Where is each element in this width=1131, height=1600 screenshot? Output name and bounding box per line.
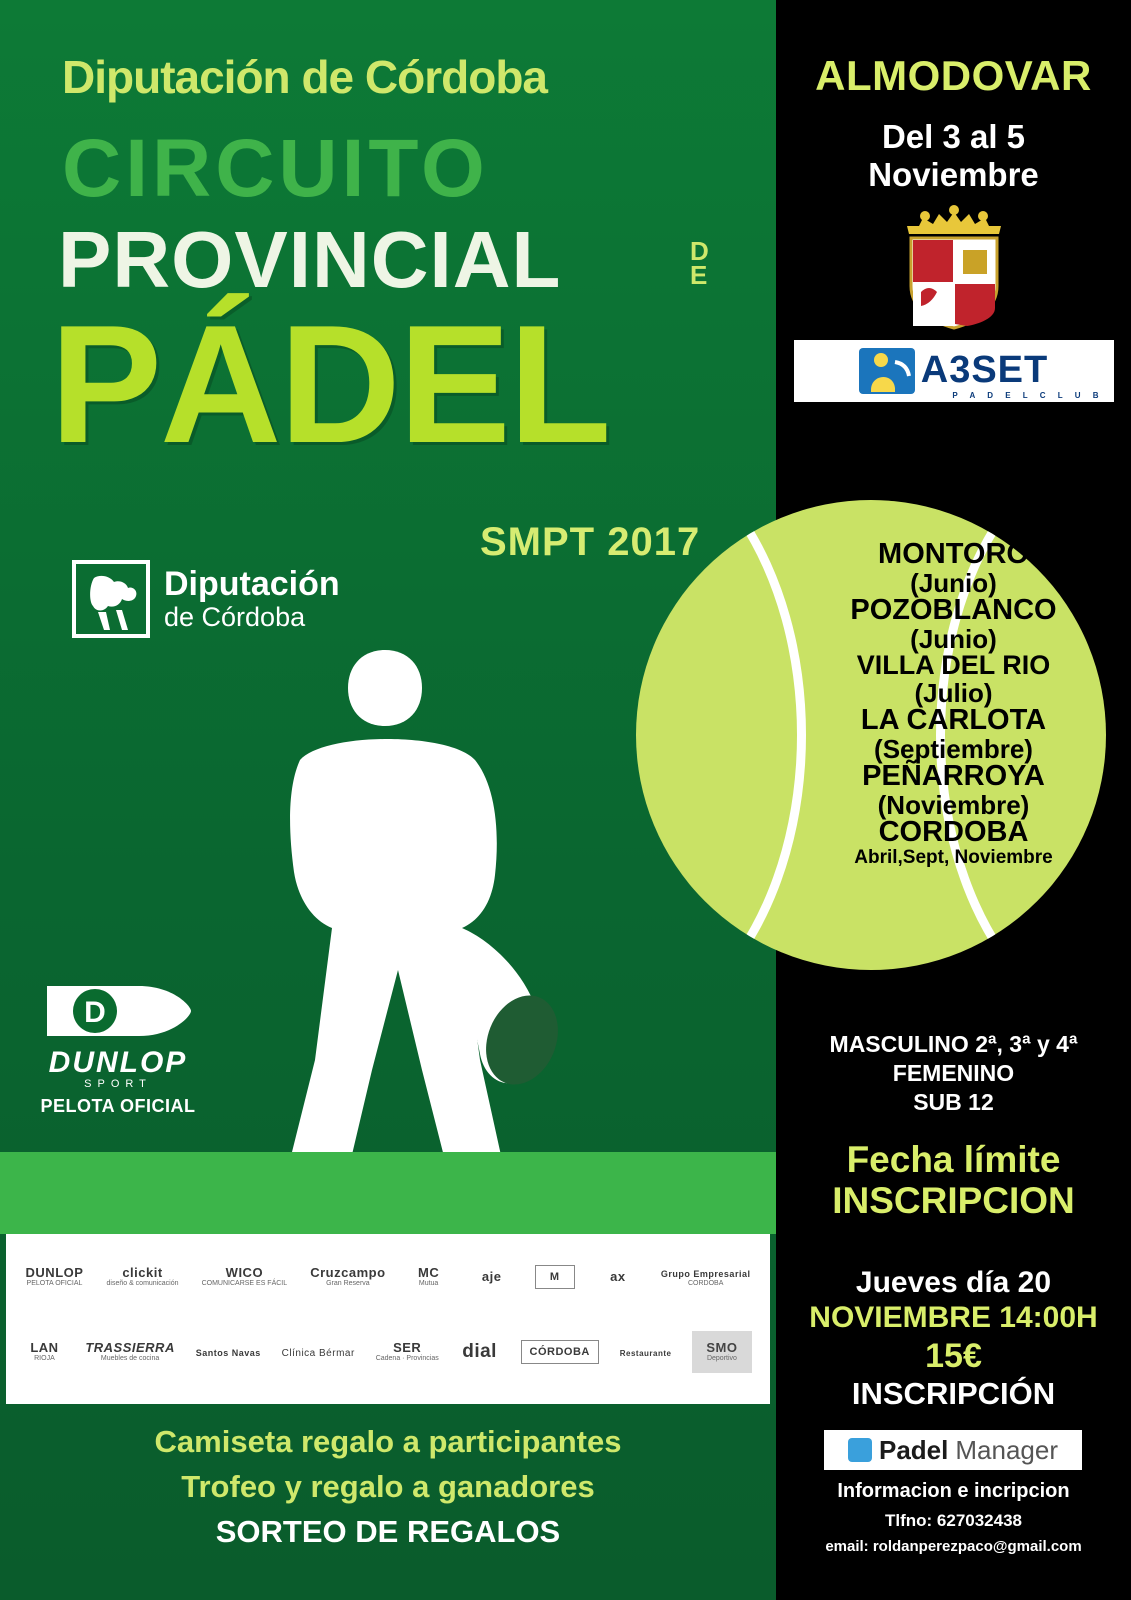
padelmanager-name-1: Padel — [879, 1434, 949, 1465]
title-padel: PÁDEL — [50, 290, 610, 478]
venue-city: LA CARLOTA — [860, 704, 1047, 737]
deadline-details — [776, 1265, 1131, 1412]
sponsor-strip — [6, 1234, 770, 1404]
diputacion-logo-line2: de Córdoba — [164, 601, 306, 632]
padel-player-silhouette — [150, 640, 620, 1200]
event-dates-line1: Del 3 al 5 — [881, 118, 1026, 155]
location-title: ALMODOVAR — [815, 52, 1092, 99]
asset-padelclub-logo — [794, 340, 1114, 402]
venue-month: (Septiembre) — [874, 733, 1033, 764]
event-dates — [776, 118, 1131, 194]
venue-list — [776, 540, 1131, 867]
sponsor-row-1 — [14, 1265, 762, 1289]
sponsor-logo: SMO Deportivo — [692, 1331, 751, 1373]
venue-month: (Junio) — [910, 567, 997, 598]
sponsor-logo: Clínica Bérmar — [281, 1347, 355, 1359]
diputacion-logo — [72, 560, 340, 638]
contact-phone: Tlfno: 627032438 — [884, 1511, 1022, 1530]
price-label: INSCRIPCIÓN — [851, 1375, 1056, 1411]
venue-month: Abril,Sept, Noviembre — [854, 847, 1053, 868]
right-column — [776, 0, 1131, 1600]
sponsor-logo: M — [535, 1265, 575, 1289]
price-value: 15€ — [925, 1336, 982, 1375]
diputacion-logo-line1: Diputación — [164, 564, 340, 603]
crest-icon — [889, 204, 1019, 334]
sponsor-logo: Restaurante — [619, 1348, 672, 1358]
promo-line-1: Camiseta regalo a participantes — [154, 1424, 622, 1459]
sponsor-logo: DUNLOP PELOTA OFICIAL — [25, 1265, 84, 1288]
sponsor-logo: aje — [481, 1268, 502, 1284]
category-item: SUB 12 — [913, 1088, 994, 1115]
sponsor-logo: MC Mutua — [418, 1265, 440, 1288]
sponsor-logo: TRASSIERRA Muebles de cocina — [85, 1340, 175, 1363]
deadline-day: Jueves día 20 — [855, 1266, 1052, 1299]
title-de-e: E — [690, 259, 708, 290]
asset-player-glyph — [859, 348, 915, 394]
promo-line-2: Trofeo y regalo a ganadores — [181, 1468, 595, 1504]
padelmanager-logo — [824, 1430, 1082, 1470]
sponsor-logo: Grupo Empresarial CORDOBA — [660, 1269, 751, 1288]
sponsor-logo: clickit diseño & comunicación — [106, 1265, 179, 1288]
deadline-line1: Fecha límite — [846, 1139, 1061, 1180]
dunlop-name: DUNLOP — [48, 1046, 188, 1079]
sponsor-row-2 — [14, 1331, 762, 1373]
asset-player-icon — [859, 348, 915, 394]
title-de-d: D — [690, 236, 709, 266]
promo-text — [0, 1420, 776, 1555]
title-smpt: SMPT 2017 — [480, 520, 701, 564]
padelmanager-name-2: Manager — [955, 1434, 1058, 1465]
venue-city: PEÑARROYA — [862, 760, 1045, 793]
dunlop-sponsor — [28, 980, 208, 1117]
asset-wordmark: A3SET — [920, 349, 1049, 392]
sponsor-logo: CÓRDOBA — [521, 1340, 599, 1364]
sponsor-logo: LAN RIOJA — [30, 1340, 59, 1363]
deadline-month: NOVIEMBRE 14:00H — [809, 1301, 1098, 1335]
diputacion-logo-text — [164, 564, 340, 632]
deadline-heading — [776, 1140, 1131, 1221]
diputacion-logo-mark — [72, 560, 150, 638]
coat-of-arms-icon — [889, 204, 1019, 334]
title-circuito: CIRCUITO — [62, 123, 489, 214]
sponsor-logo: ax — [610, 1268, 626, 1284]
sponsor-logo: Cruzcampo Gran Reserva — [310, 1265, 386, 1288]
asset-subtitle: P A D E L C L U B — [952, 390, 1104, 400]
venue-city: VILLA DEL RIO — [856, 650, 1051, 681]
category-item: MASCULINO 2ª, 3ª y 4ª — [829, 1031, 1078, 1057]
venue-month: (Julio) — [914, 677, 993, 708]
category-list — [776, 1030, 1131, 1116]
title-de — [690, 236, 709, 290]
sponsor-logo: WICO COMUNICARSE ES FÁCIL — [201, 1265, 288, 1288]
event-dates-line2: Noviembre — [868, 155, 1039, 193]
title-provincial: PROVINCIAL — [58, 215, 562, 304]
contact-email: email: roldanperezpaco@gmail.com — [825, 1538, 1082, 1555]
sponsor-logo: SER Cadena · Provincias — [375, 1340, 439, 1363]
padelmanager-icon — [848, 1438, 872, 1462]
venue-month: (Noviembre) — [877, 789, 1030, 820]
svg-text:D: D — [84, 996, 106, 1029]
green-band — [0, 1152, 776, 1234]
organizer-title: Diputación de Córdoba — [62, 51, 547, 103]
deadline-line2: INSCRIPCION — [832, 1179, 1075, 1221]
sponsor-logo: Santos Navas — [195, 1347, 261, 1358]
venue-city: CORDOBA — [878, 816, 1029, 849]
venue-month: (Junio) — [910, 623, 997, 654]
dunlop-arrow-icon — [43, 980, 193, 1042]
dunlop-tagline: PELOTA OFICIAL — [40, 1096, 196, 1116]
dunlop-mark — [43, 980, 193, 1042]
category-item: FEMENINO — [892, 1059, 1015, 1086]
sponsor-logo: dial — [462, 1340, 497, 1362]
promo-line-3: SORTEO DE REGALOS — [215, 1513, 561, 1549]
contact-heading: Informacion e incripcion — [837, 1480, 1070, 1502]
dunlop-sport: SPORT — [84, 1078, 152, 1090]
venue-city: MONTORO — [878, 538, 1029, 570]
venue-city: POZOBLANCO — [850, 594, 1057, 627]
contact-block — [776, 1480, 1131, 1555]
horseman-icon — [86, 572, 142, 632]
